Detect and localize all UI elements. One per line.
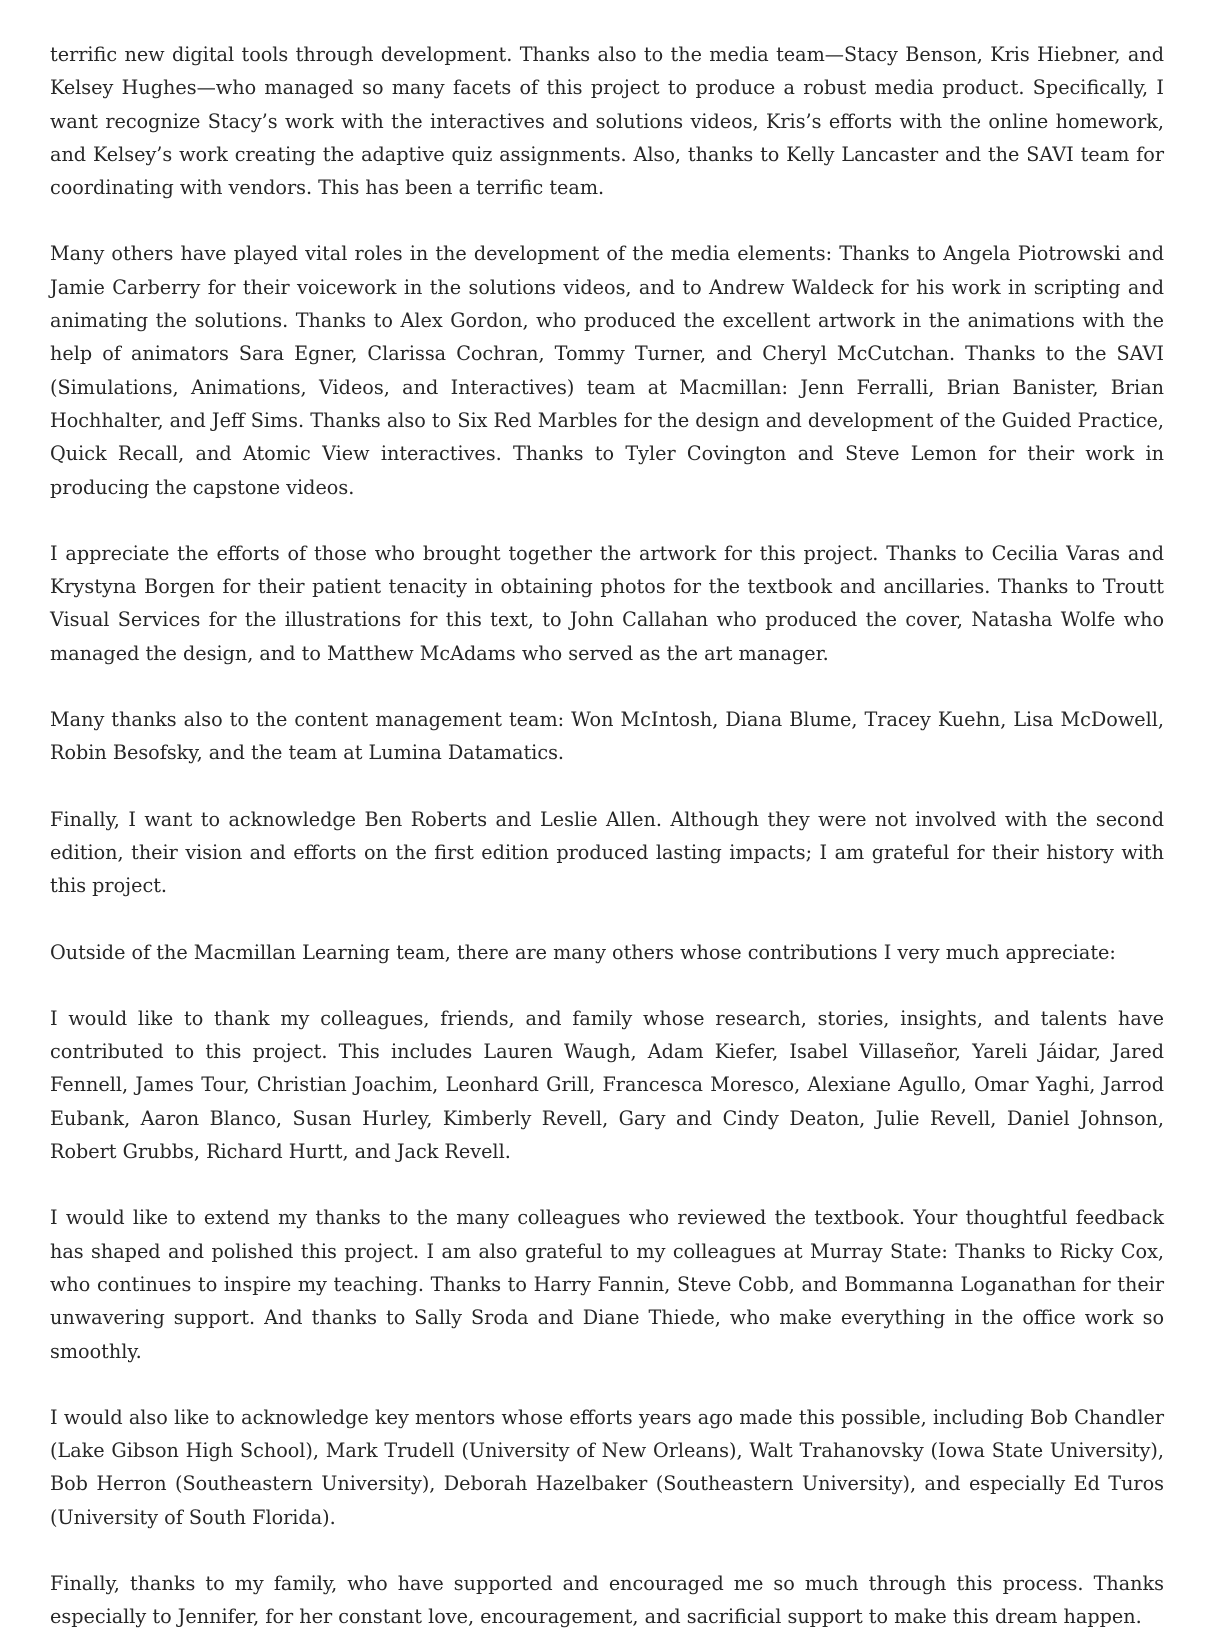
- paragraph-artwork: I appreciate the efforts of those who brought together the artwork for this project. Thanks to Cecilia Varas and Krystyna Borgen for their patient tenacity in obtaining photos for the textbook and ancillaries. Thanks to Troutt Visual Services for the illustrations for this text, to John Callahan who produced the cover, Natasha Wolfe who managed the design, and to Matthew McAdams who served as the art manager.: [50, 541, 1164, 665]
- paragraph-first-edition: Finally, I want to acknowledge Ben Roberts and Leslie Allen. Although they were not involved with the second edition, their vision and efforts on the first edition produced lasting impacts; I am grateful for their history with this project.: [50, 807, 1164, 898]
- paragraph-media-elements: Many others have played vital roles in the development of the media elements: Thanks to Angela Piotrowski and Jamie Carberry for their voicework in the solutions videos, and to Andrew Waldeck for his work in scripting and animating the solutions. Thanks to Alex Gordon, who produced the excellent artwork in the animations with the help of animators Sara Egner, Clarissa Cochran, Tommy Turner, and Cheryl McCutchan. Thanks to the SAVI (Simulations, Animations, Videos, and Interactives) team at Macmillan: Jenn Ferralli, Brian Banister, Brian Hochhalter, and Jeff Sims. Thanks also to Six Red Marbles for the design and development of the Guided Practice, Quick Recall, and Atomic View interactives. Thanks to Tyler Covington and Steve Lemon for their work in producing the capstone videos.: [50, 242, 1164, 499]
- paragraph-outside-team: Outside of the Macmillan Learning team, there are many others whose contributions I very much appreciate:: [50, 940, 1116, 964]
- paragraph-colleagues-family: I would like to thank my colleagues, friends, and family whose research, stories, insights, and talents have contributed to this project. This includes Lauren Waugh, Adam Kiefer, Isabel Villaseñor, Yareli Jáidar, Jared Fennell, James Tour, Christian Joachim, Leonhard Grill, Francesca Moresco, Alexiane Agullo, Omar Yaghi, Jarrod Eubank, Aaron Blanco, Susan Hurley, Kimberly Revell, Gary and Cindy Deaton, Julie Revell, Daniel Johnson, Robert Grubbs, Richard Hurtt, and Jack Revell.: [50, 1006, 1164, 1164]
- paragraph-mentors: I would also like to acknowledge key mentors whose efforts years ago made this possible, including Bob Chandler (Lake Gibson High School), Mark Trudell (University of New Orleans), Walt Trahanovsky (Iowa State University), Bob Herron (Southeastern University), Deborah Hazelbaker (Southeastern University), and especially Ed Turos (University of South Florida).: [50, 1405, 1164, 1529]
- paragraph-media-team: terrific new digital tools through development. Thanks also to the media team—Stacy Benson, Kris Hiebner, and Kelsey Hughes—who managed so many facets of this project to produce a robust media product. Specifically, I want recognize Stacy’s work with the interactives and solutions videos, Kris’s efforts with the online homework, and Kelsey’s work creating the adaptive quiz assignments. Also, thanks to Kelly Lancaster and the SAVI team for coordinating with vendors. This has been a terrific team.: [50, 43, 1164, 200]
- paragraph-content-management: Many thanks also to the content management team: Won McIntosh, Diana Blume, Tracey Kuehn, Lisa McDowell, Robin Besofsky, and the team at Lumina Datamatics.: [50, 708, 1164, 765]
- paragraph-reviewers: I would like to extend my thanks to the many colleagues who reviewed the textbook. Your thoughtful feedback has shaped and polished this project. I am also grateful to my colleagues at Murray State: Thanks to Ricky Cox, who continues to inspire my teaching. Thanks to Harry Fannin, Steve Cobb, and Bommanna Loganathan for their unwavering support. And thanks to Sally Sroda and Diane Thiede, who make everything in the office work so smoothly.: [50, 1206, 1164, 1363]
- paragraph-family: Finally, thanks to my family, who have supported and encouraged me so much through this process. Thanks especially to Jennifer, for her constant love, encouragement, and sacrificial support to make this dream happen.: [50, 1571, 1164, 1629]
